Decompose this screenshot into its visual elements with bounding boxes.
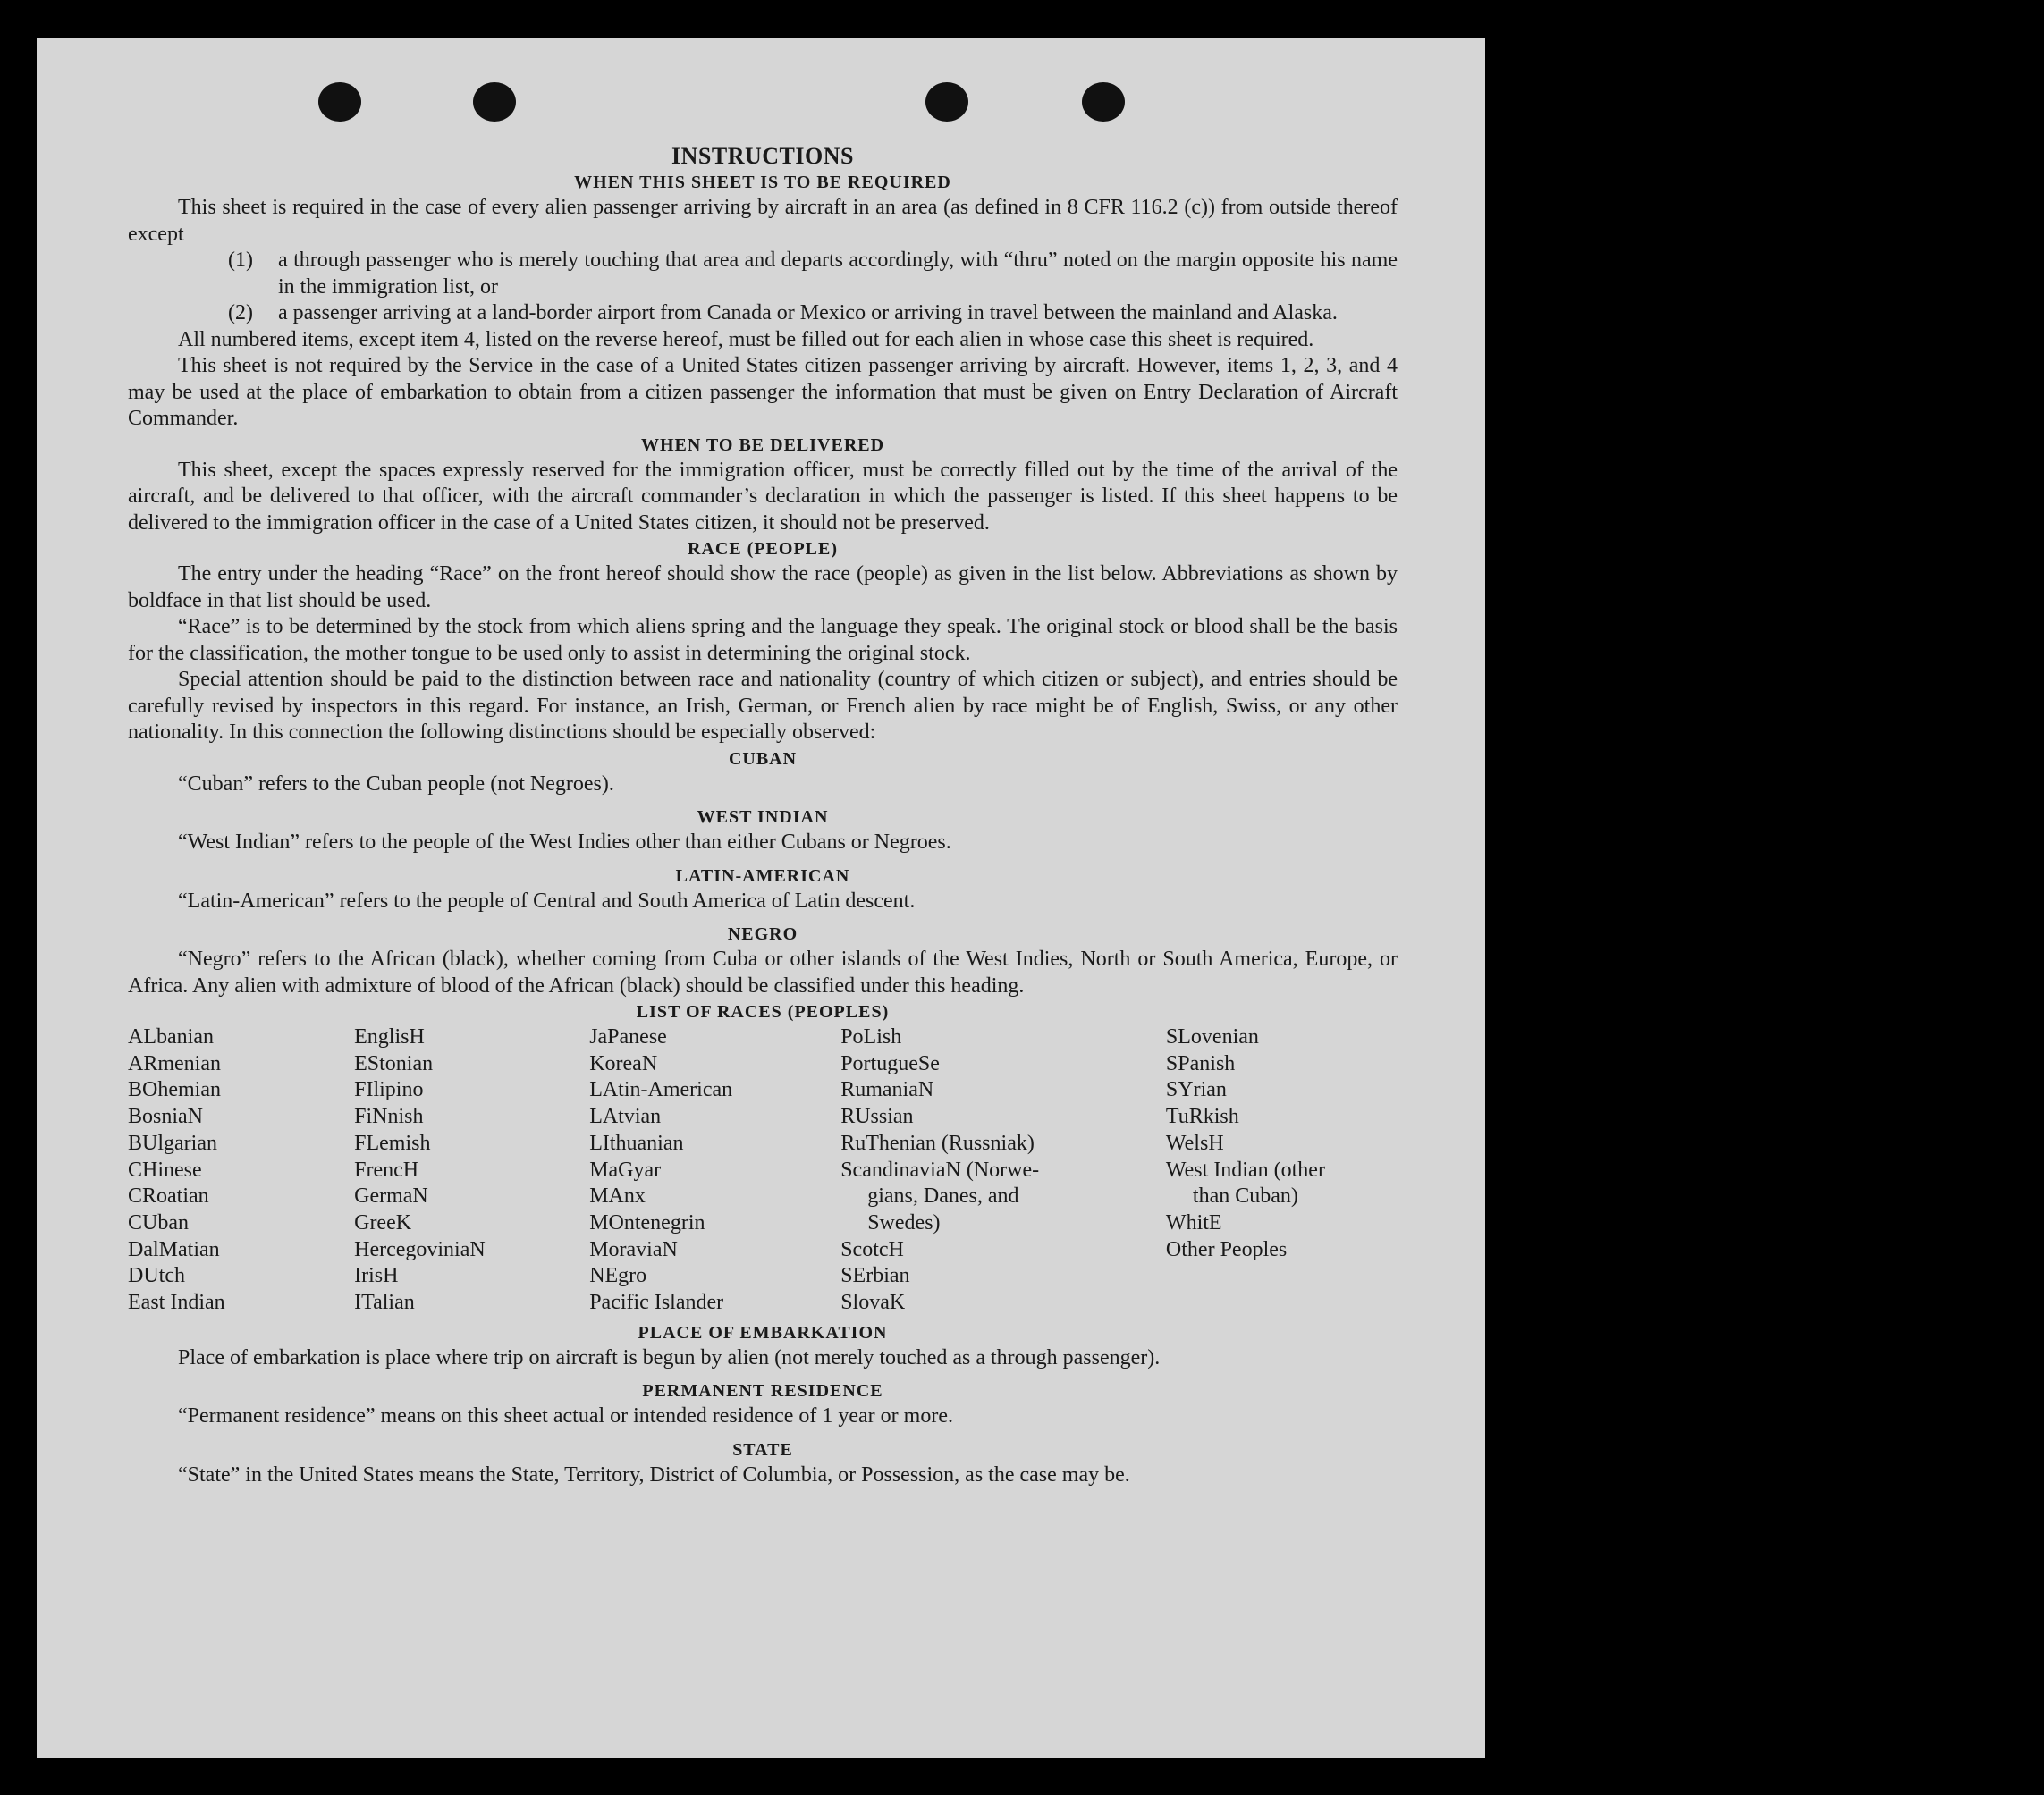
race-entry: WelsH <box>1165 1131 1224 1155</box>
paragraph: Place of embarkation is place where trip on aircraft is begun by alien (not merely touched as a through passenger). <box>178 1345 1161 1369</box>
race-entry: Swedes) <box>867 1210 941 1235</box>
paragraph: “Latin-American” refers to the people of Central and South America of Latin descent. <box>178 889 916 913</box>
race-entry: RUssian <box>840 1105 914 1129</box>
section-heading: NEGRO <box>727 924 798 944</box>
paragraph: “State” in the United States means the State, Territory, District of Columbia, or Possession, as the case may be. <box>178 1462 1130 1487</box>
race-entry: LIthuanian <box>589 1131 684 1155</box>
race-entry: IrisH <box>354 1264 399 1288</box>
item-text: a passenger arriving at a land-border airport from Canada or Mexico or arriving in travel between the mainland and Alaska. <box>278 301 1338 324</box>
race-entry: RuThenian (Russniak) <box>840 1131 1035 1155</box>
races-column <box>840 1024 1166 1317</box>
race-entry: CUban <box>128 1210 189 1235</box>
race-entry: SlovaK <box>840 1291 906 1315</box>
race-entry: FiNnish <box>354 1105 424 1129</box>
section-heading: STATE <box>732 1439 793 1460</box>
race-entry: ITalian <box>354 1291 415 1315</box>
race-entry: NEgro <box>589 1264 647 1288</box>
race-entry: FLemish <box>354 1131 431 1155</box>
races-column <box>354 1024 589 1317</box>
race-entry: ALbanian <box>128 1025 214 1049</box>
section-heading: WHEN TO BE DELIVERED <box>640 434 885 455</box>
race-entry: MAnx <box>589 1184 646 1209</box>
race-entry: Pacific Islander <box>589 1291 724 1315</box>
race-entry: RumaniaN <box>840 1078 934 1102</box>
section-heading: CUBAN <box>728 748 798 769</box>
section-heading: WHEN THIS SHEET IS TO BE REQUIRED <box>574 173 951 192</box>
race-entry: JaPanese <box>589 1025 667 1049</box>
section-heading: LATIN-AMERICAN <box>675 865 850 886</box>
paragraph: “Race” is to be determined by the stock from which aliens spring and the language they speak. The original stock or blood shall be the basis for the classification, the mother tongue to be used only to assist in determining the original stock. <box>128 615 1398 665</box>
race-entry: KoreaN <box>589 1051 658 1075</box>
races-column <box>589 1024 840 1317</box>
race-entry: CRoatian <box>128 1184 209 1209</box>
race-entry: DUtch <box>128 1264 185 1288</box>
punch-hole <box>1082 82 1125 122</box>
race-entry: SLovenian <box>1165 1025 1259 1049</box>
race-entry: ScandinaviaN (Norwe- <box>840 1158 1040 1182</box>
paragraph: This sheet, except the spaces expressly reserved for the immigration officer, must be correctly filled out by the time of the arrival of the aircraft, and be delivered to that officer, with the aircraft commander’s declaration in which the passenger is listed. If this sheet happens to be delivered to the immigration officer in the case of a United States citizen, it should not be preserved. <box>128 458 1398 535</box>
section-heading: RACE (PEOPLE) <box>688 539 838 559</box>
race-entry: LAtvian <box>589 1105 662 1129</box>
races-column <box>1166 1024 1398 1317</box>
race-entry: gians, Danes, and <box>867 1184 1019 1209</box>
paragraph: Special attention should be paid to the distinction between race and nationality (country of which citizen or subject), and entries should be carefully revised by inspectors in this regard. For instance, an Irish, German, or French alien by race might be of English, Swiss, or any other nationality. In this connection the following distinctions should be especially observed: <box>128 668 1398 744</box>
race-entry: PortugueSe <box>840 1051 940 1075</box>
race-entry: TuRkish <box>1165 1105 1239 1129</box>
race-entry: East Indian <box>128 1291 225 1315</box>
race-entry: GreeK <box>354 1210 412 1235</box>
race-entry: EStonian <box>354 1051 434 1075</box>
race-entry: DalMatian <box>128 1237 220 1261</box>
race-entry: SYrian <box>1165 1078 1227 1102</box>
race-entry: CHinese <box>128 1158 202 1182</box>
race-entry: PoLish <box>840 1025 902 1049</box>
item-number: (1) <box>228 249 253 272</box>
section-heading: PLACE OF EMBARKATION <box>638 1322 888 1343</box>
race-entry: than Cuban) <box>1192 1184 1298 1209</box>
race-entry: SErbian <box>840 1264 910 1288</box>
item-number: (2) <box>228 301 253 324</box>
paragraph: “West Indian” refers to the people of the West Indies other than either Cubans or Negroes. <box>178 830 951 854</box>
list-item <box>228 300 1398 327</box>
punch-hole <box>925 82 968 122</box>
paragraph: “Cuban” refers to the Cuban people (not Negroes). <box>178 771 614 796</box>
paragraph: This sheet is not required by the Service in the case of a United States citizen passenger arriving by aircraft. However, items 1, 2, 3, and 4 may be used at the place of embarkation to obtain from a citizen passenger the information that must be given on Entry Declaration of Aircraft Commander. <box>128 354 1398 430</box>
race-entry: LAtin-American <box>589 1078 733 1102</box>
race-entry: MaGyar <box>589 1158 662 1182</box>
item-text: a through passenger who is merely touching that area and departs accordingly, with “thru” noted on the margin opposite his name in the immigration list, or <box>278 249 1398 299</box>
section-heading: WEST INDIAN <box>697 807 829 827</box>
race-entry: GermaN <box>354 1184 428 1209</box>
list-item <box>228 248 1398 300</box>
paragraph: “Negro” refers to the African (black), whether coming from Cuba or other islands of the West Indies, North or South America, Europe, or Africa. Any alien with admixture of blood of the African (black) should be classified under this heading. <box>128 948 1398 998</box>
race-entry: ScotcH <box>840 1237 904 1261</box>
race-entry: EnglisH <box>354 1025 425 1049</box>
paragraph: This sheet is required in the case of every alien passenger arriving by aircraft in an area (as defined in 8 CFR 116.2 (c)) from outside thereof except <box>128 196 1398 246</box>
paragraph: The entry under the heading “Race” on the front hereof should show the race (people) as given in the list below. Abbreviations as shown by boldface in that list should be used. <box>128 562 1398 612</box>
punch-hole <box>318 82 361 122</box>
race-entry: FIlipino <box>354 1078 424 1102</box>
race-entry: BOhemian <box>128 1078 221 1102</box>
race-entry: MoraviaN <box>589 1237 678 1261</box>
race-entry: West Indian (other <box>1165 1158 1325 1182</box>
section-heading: LIST OF RACES (PEOPLES) <box>636 1002 890 1022</box>
page-title: INSTRUCTIONS <box>671 143 854 169</box>
races-list <box>128 1024 1398 1317</box>
race-entry: HercegoviniaN <box>354 1237 486 1261</box>
race-entry: FrencH <box>354 1158 419 1182</box>
race-entry: MOntenegrin <box>589 1210 705 1235</box>
paragraph: All numbered items, except item 4, listed on the reverse hereof, must be filled out for each alien in whose case this sheet is required. <box>178 327 1314 351</box>
paragraph: “Permanent residence” means on this sheet actual or intended residence of 1 year or more. <box>178 1404 953 1428</box>
race-entry: ARmenian <box>128 1051 221 1075</box>
punch-hole <box>473 82 516 122</box>
race-entry: Other Peoples <box>1165 1237 1288 1261</box>
race-entry: BosniaN <box>128 1105 203 1129</box>
race-entry: SPanish <box>1165 1051 1236 1075</box>
race-entry: WhitE <box>1165 1210 1222 1235</box>
race-entry: BUlgarian <box>128 1131 217 1155</box>
section-heading: PERMANENT RESIDENCE <box>642 1381 883 1402</box>
document-page <box>37 38 1485 1758</box>
races-column <box>128 1024 354 1317</box>
